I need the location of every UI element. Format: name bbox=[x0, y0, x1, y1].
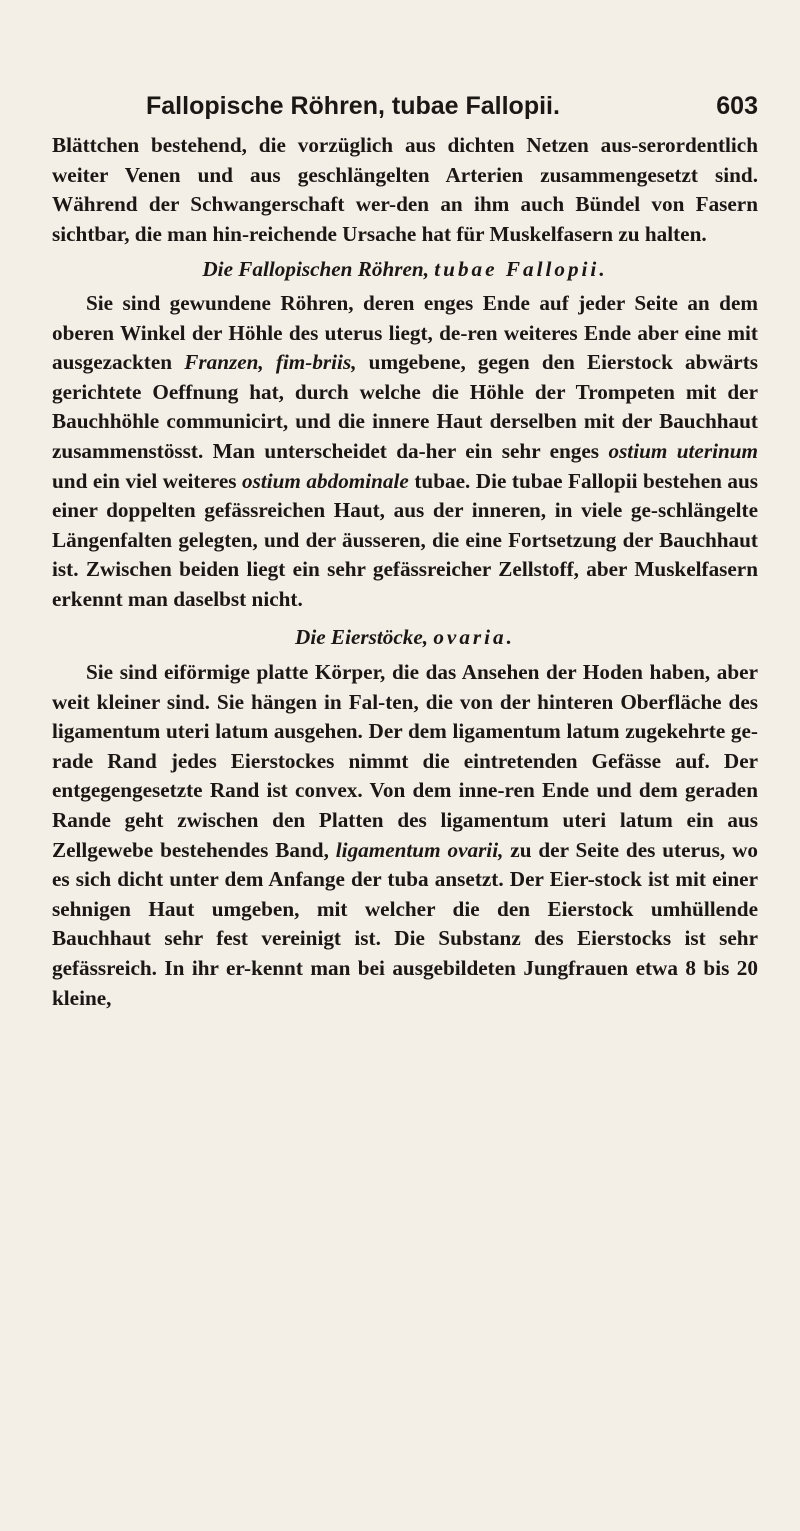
heading-german: Die Fallopischen Röhren, bbox=[202, 257, 429, 282]
text-span: und ein viel weiteres bbox=[52, 468, 237, 493]
text-span: tubae. Die tubae Fallopii bestehen aus einer doppelten gefässreichen Haut, aus der inneren, in viele ge-schlängelte Längenfalten gelegten, und der äusseren, die eine Fortsetzung der Bauchhaut ist. Zwischen beiden liegt ein sehr gefässreicher Zellstoff, aber Muskelfasern erkennt man daselbst nicht. bbox=[52, 468, 759, 611]
page-number: 603 bbox=[716, 92, 758, 120]
heading-latin: ovaria. bbox=[433, 624, 515, 649]
heading-latin: tubae Fallopii. bbox=[434, 257, 608, 282]
paragraph-3 bbox=[52, 658, 758, 1013]
italic-term: ostium abdominale bbox=[242, 468, 409, 493]
text-span: zu der Seite des uterus, wo es sich dicht unter dem Anfange der tuba ansetzt. Der Eier-stock ist mit einer sehnigen Haut umgeben, mit welcher die den Eierstock umhüllende Bauchhaut sehr fest vereinigt ist. Die Substanz des Eierstocks ist sehr gefässreich. In ihr er-kennt man bei ausgebildeten Jungfrauen etwa 8 bis 20 kleine, bbox=[52, 837, 759, 1010]
paragraph-1: Blättchen bestehend, die vorzüglich aus dichten Netzen aus-serordentlich weiter Venen und aus geschlängelten Arterien zusammengesetzt sind. Während der Schwangerschaft wer-den an ihm auch Bündel von Fasern sichtbar, die man hin-reichende Ursache hat für Muskelfasern zu halten. bbox=[52, 133, 758, 246]
italic-term: Franzen, fim-briis, bbox=[184, 350, 357, 375]
italic-term: ostium uterinum bbox=[608, 438, 759, 463]
text-span: Sie sind eiförmige platte Körper, die das Ansehen der Hoden haben, aber weit kleiner sind. Sie hängen in Fal-ten, die von der hinteren Oberfläche des ligamentum uteri latum ausgehen. Der dem ligamentum latum zugekehrte ge-rade Rand jedes Eierstockes nimmt die eintretenden Gefässe auf. Der entgegengesetzte Rand ist convex. Von dem inne-ren Ende und dem geraden Rande geht zwischen den Platten des ligamentum uteri latum ein aus Zellgewebe bestehendes Band, bbox=[52, 660, 758, 862]
heading-german: Die Eierstöcke, bbox=[295, 624, 429, 649]
paragraph-2 bbox=[52, 289, 758, 615]
section-heading-ovaria bbox=[52, 623, 758, 653]
body-text bbox=[52, 131, 758, 1013]
section-heading-tubae bbox=[52, 255, 758, 285]
italic-term: ligamentum ovarii, bbox=[335, 837, 504, 862]
text-span: Sie sind gewundene Röhren, deren enges Ende auf jeder Seite an dem oberen Winkel der Höhle des uterus liegt, de-ren weiteres Ende aber eine mit ausgezackten bbox=[52, 290, 758, 375]
text-span: umgebene, gegen den Eierstock abwärts gerichtete Oeffnung hat, durch welche die Höhle der Trompeten mit der Bauchhöhle communicirt, und die innere Haut derselben mit der Bauchhaut zusammenstösst. Man unterscheidet da-her ein sehr enges bbox=[52, 350, 759, 463]
running-title: Fallopische Röhren, tubae Fallopii. bbox=[146, 92, 560, 120]
page-header bbox=[52, 92, 758, 121]
